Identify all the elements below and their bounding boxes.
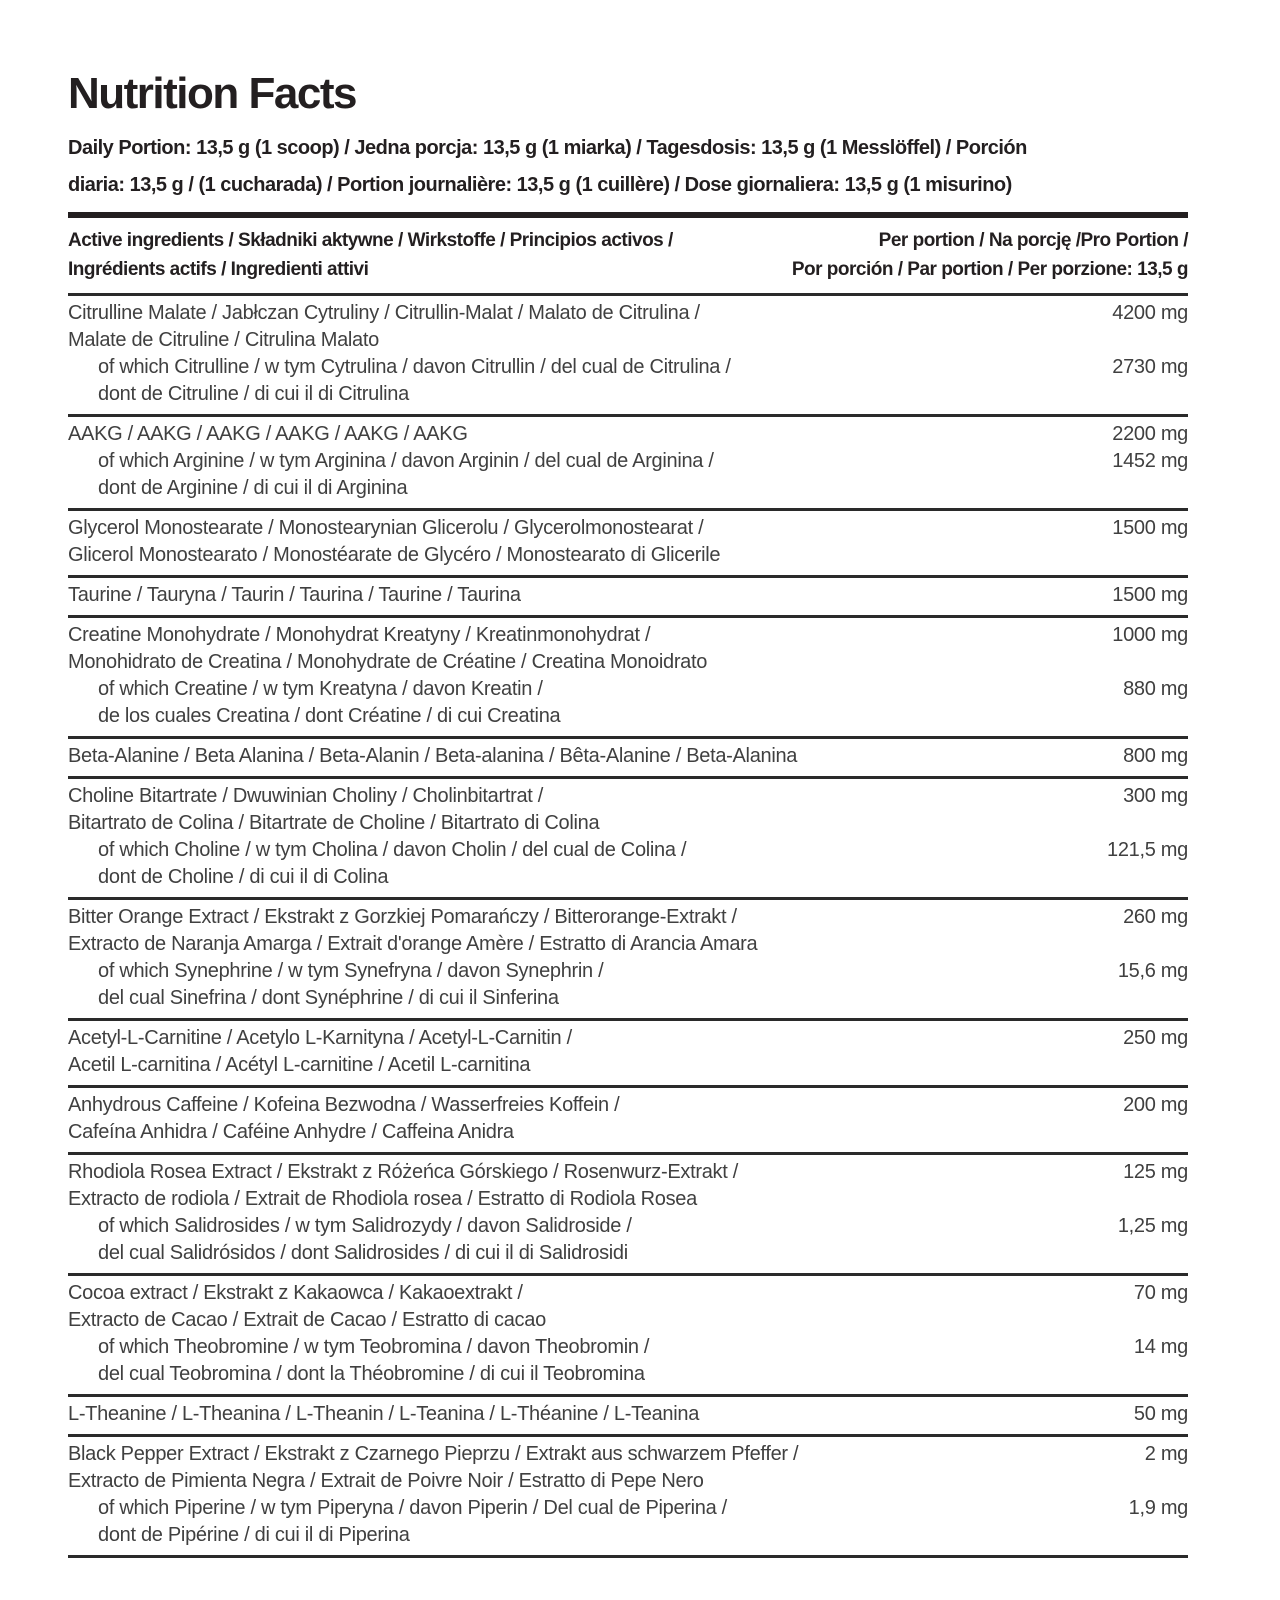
- ingredient-name: [68, 1441, 1068, 1495]
- table-row: [68, 414, 1188, 508]
- ingredient-entry: [68, 582, 1188, 609]
- table-row: [68, 1085, 1188, 1152]
- ingredient-name-line: Acetil L-carnitina / Acétyl L-carnitine / Acetil L-carnitina: [68, 1054, 531, 1076]
- sub-ingredient-amount: 121,5 mg: [1107, 839, 1188, 861]
- ingredient-name-line: Extracto de Cacao / Extrait de Cacao / Estratto di cacao: [68, 1309, 546, 1331]
- sub-ingredient-amount: 1452 mg: [1112, 450, 1188, 472]
- sub-ingredient-amount: 880 mg: [1123, 678, 1188, 700]
- ingredient-amount: 260 mg: [1123, 906, 1188, 928]
- ingredient-name-line: del cual Teobromina / dont la Théobromine / di cui il Teobromina: [98, 1363, 645, 1385]
- ingredient-amount: 50 mg: [1133, 1403, 1188, 1425]
- ingredient-name-line: of which Creatine / w tym Kreatyna / davon Kreatin /: [98, 678, 543, 700]
- ingredient-name-line: of which Choline / w tym Cholina / davon Cholin / del cual de Colina /: [98, 839, 687, 861]
- table-header-per-portion: [792, 226, 1188, 284]
- sub-ingredient-entry: [68, 958, 1188, 1012]
- ingredient-name-line: of which Theobromine / w tym Teobromina / davon Theobromin /: [98, 1336, 650, 1358]
- sub-ingredient-entry: [68, 837, 1188, 891]
- ingredient-name-line: Beta-Alanine / Beta Alanina / Beta-Alanin / Beta-alanina / Bêta-Alanine / Beta-Alanina: [68, 745, 798, 767]
- table-row: [68, 897, 1188, 1018]
- ingredient-entry: [68, 515, 1188, 569]
- table-header: [68, 212, 1188, 296]
- ingredient-amount: 1500 mg: [1112, 584, 1188, 606]
- sub-ingredient-entry: [68, 1334, 1188, 1388]
- table-row: [68, 296, 1188, 414]
- ingredient-name-line: AAKG / AAKG / AAKG / AAKG / AAKG / AAKG: [68, 423, 468, 445]
- ingredient-amount: 800 mg: [1123, 745, 1188, 767]
- sub-ingredient-name: [68, 676, 1068, 730]
- sub-ingredient-entry: [68, 448, 1188, 502]
- ingredient-entry: [68, 743, 1188, 770]
- ingredient-name: [68, 582, 1068, 609]
- ingredient-table: [68, 296, 1188, 1558]
- table-header-per-portion-line-1: Per portion / Na porcję /Pro Portion /: [878, 230, 1188, 251]
- sub-ingredient-name: [68, 1495, 1068, 1549]
- ingredient-amount: 1500 mg: [1112, 517, 1188, 539]
- table-row: [68, 776, 1188, 897]
- ingredient-amount: 2200 mg: [1112, 423, 1188, 445]
- ingredient-name-line: Anhydrous Caffeine / Kofeina Bezwodna / Wasserfreies Koffein /: [68, 1094, 620, 1116]
- ingredient-name: [68, 783, 1068, 837]
- ingredient-name-line: Extracto de rodiola / Extrait de Rhodiola rosea / Estratto di Rodiola Rosea: [68, 1188, 697, 1210]
- sub-ingredient-amount: 14 mg: [1133, 1336, 1188, 1358]
- ingredient-amount: 70 mg: [1133, 1282, 1188, 1304]
- ingredient-amount: 1000 mg: [1112, 624, 1188, 646]
- ingredient-name: [68, 1280, 1068, 1334]
- ingredient-entry: [68, 1092, 1188, 1146]
- ingredient-amount: 125 mg: [1123, 1161, 1188, 1183]
- ingredient-name-line: Black Pepper Extract / Ekstrakt z Czarnego Pieprzu / Extrakt aus schwarzem Pfeffer /: [68, 1443, 799, 1465]
- ingredient-name-line: of which Salidrosides / w tym Salidrozydy / davon Salidroside /: [98, 1215, 632, 1237]
- ingredient-amount: 4200 mg: [1112, 302, 1188, 324]
- sub-ingredient-name: [68, 1334, 1068, 1388]
- sub-ingredient-entry: [68, 1213, 1188, 1267]
- sub-ingredient-name: [68, 837, 1068, 891]
- sub-ingredient-entry: [68, 676, 1188, 730]
- ingredient-name-line: of which Synephrine / w tym Synefryna / davon Synephrin /: [98, 960, 604, 982]
- ingredient-name: [68, 622, 1068, 676]
- ingredient-name: [68, 300, 1068, 354]
- ingredient-name-line: Choline Bitartrate / Dwuwinian Choliny / Cholinbitartrat /: [68, 785, 544, 807]
- ingredient-name: [68, 743, 1068, 770]
- ingredient-name-line: of which Citrulline / w tym Cytrulina / davon Citrullin / del cual de Citrulina /: [98, 356, 731, 378]
- ingredient-name: [68, 1092, 1068, 1146]
- ingredient-entry: [68, 1401, 1188, 1428]
- ingredient-entry: [68, 783, 1188, 837]
- page-title: Nutrition Facts: [68, 69, 356, 118]
- table-row: [68, 736, 1188, 776]
- ingredient-name-line: Citrulline Malate / Jabłczan Cytruliny / Citrullin-Malat / Malato de Citrulina /: [68, 302, 700, 324]
- ingredient-name-line: Extracto de Pimienta Negra / Extrait de Poivre Noir / Estratto di Pepe Nero: [68, 1470, 704, 1492]
- ingredient-entry: [68, 622, 1188, 676]
- sub-ingredient-entry: [68, 354, 1188, 408]
- ingredient-name-line: Bitter Orange Extract / Ekstrakt z Gorzkiej Pomarańczy / Bitterorange-Extrakt /: [68, 906, 737, 928]
- ingredient-name: [68, 904, 1068, 958]
- table-row: [68, 1152, 1188, 1273]
- table-row: [68, 1434, 1188, 1555]
- daily-portion-line-2: diaria: 13,5 g / (1 cucharada) / Portion journalière: 13,5 g (1 cuillère) / Dose giornaliera: 13,5 g (1 misurino): [68, 174, 1012, 196]
- daily-portion-line-1: Daily Portion: 13,5 g (1 scoop) / Jedna porcja: 13,5 g (1 miarka) / Tagesdosis: 13,5 g (1 Messlöffel) / Porción: [68, 137, 1027, 159]
- table-header-ingredients-line-2: Ingrédients actifs / Ingredienti attivi: [68, 259, 369, 280]
- sub-ingredient-name: [68, 448, 1068, 502]
- ingredient-entry: [68, 1441, 1188, 1495]
- sub-ingredient-amount: 1,9 mg: [1128, 1497, 1188, 1519]
- ingredient-name-line: de los cuales Creatina / dont Créatine / di cui Creatina: [98, 705, 561, 727]
- ingredient-name-line: Monohidrato de Creatina / Monohydrate de Créatine / Creatina Monoidrato: [68, 651, 708, 673]
- ingredient-name-line: Taurine / Tauryna / Taurin / Taurina / Taurine / Taurina: [68, 584, 521, 606]
- table-header-ingredients-line-1: Active ingredients / Składniki aktywne / Wirkstoffe / Principios activos /: [68, 230, 673, 251]
- ingredient-entry: [68, 1025, 1188, 1079]
- ingredient-name-line: Extracto de Naranja Amarga / Extrait d'orange Amère / Estratto di Arancia Amara: [68, 933, 758, 955]
- ingredient-name-line: dont de Pipérine / di cui il di Piperina: [98, 1524, 410, 1546]
- ingredient-name-line: Bitartrato de Colina / Bitartrate de Choline / Bitartrato di Colina: [68, 812, 600, 834]
- ingredient-amount: 2 mg: [1144, 1443, 1188, 1465]
- ingredient-entry: [68, 300, 1188, 354]
- table-row: [68, 1394, 1188, 1434]
- ingredient-name-line: Rhodiola Rosea Extract / Ekstrakt z Różeńca Górskiego / Rosenwurz-Extrakt /: [68, 1161, 738, 1183]
- sub-ingredient-name: [68, 354, 1068, 408]
- ingredient-name: [68, 1159, 1068, 1213]
- table-row: [68, 1273, 1188, 1394]
- table-row: [68, 615, 1188, 736]
- ingredient-name-line: dont de Arginine / di cui il di Arginina: [98, 477, 408, 499]
- sub-ingredient-amount: 2730 mg: [1112, 356, 1188, 378]
- sub-ingredient-name: [68, 958, 1068, 1012]
- ingredient-entry: [68, 1159, 1188, 1213]
- ingredient-name-line: of which Arginine / w tym Arginina / davon Arginin / del cual de Arginina /: [98, 450, 714, 472]
- table-row: [68, 1018, 1188, 1085]
- daily-portion: [68, 130, 1188, 204]
- sub-ingredient-entry: [68, 1495, 1188, 1549]
- ingredient-name-line: Glicerol Monostearato / Monostéarate de Glycéro / Monostearato di Glicerile: [68, 544, 721, 566]
- ingredient-name-line: del cual Sinefrina / dont Synéphrine / di cui il Sinferina: [98, 987, 559, 1009]
- ingredient-amount: 300 mg: [1123, 785, 1188, 807]
- sub-ingredient-amount: 15,6 mg: [1117, 960, 1188, 982]
- ingredient-entry: [68, 421, 1188, 448]
- ingredient-name-line: Cocoa extract / Ekstrakt z Kakaowca / Kakaoextrakt /: [68, 1282, 523, 1304]
- table-header-per-portion-line-2: Por porción / Par portion / Per porzione: 13,5 g: [791, 259, 1188, 280]
- ingredient-name-line: Cafeína Anhidra / Caféine Anhydre / Caffeina Anidra: [68, 1121, 514, 1143]
- ingredient-name-line: Creatine Monohydrate / Monohydrat Kreatyny / Kreatinmonohydrat /: [68, 624, 651, 646]
- ingredient-name-line: Glycerol Monostearate / Monostearynian Glicerolu / Glycerolmonostearat /: [68, 517, 704, 539]
- ingredient-name-line: Malate de Citruline / Citrulina Malato: [68, 329, 379, 351]
- ingredient-name-line: del cual Salidrósidos / dont Salidrosides / di cui il di Salidrosidi: [98, 1242, 628, 1264]
- ingredient-name: [68, 515, 1068, 569]
- sub-ingredient-amount: 1,25 mg: [1117, 1215, 1188, 1237]
- ingredient-name: [68, 1401, 1068, 1428]
- ingredient-amount: 200 mg: [1123, 1094, 1188, 1116]
- sub-ingredient-name: [68, 1213, 1068, 1267]
- ingredient-entry: [68, 1280, 1188, 1334]
- table-row: [68, 508, 1188, 575]
- table-row: [68, 575, 1188, 615]
- ingredient-name-line: Acetyl-L-Carnitine / Acetylo L-Karnityna / Acetyl-L-Carnitin /: [68, 1027, 572, 1049]
- ingredient-name-line: of which Piperine / w tym Piperyna / davon Piperin / Del cual de Piperina /: [98, 1497, 727, 1519]
- ingredient-name-line: dont de Choline / di cui il di Colina: [98, 866, 389, 888]
- ingredient-amount: 250 mg: [1123, 1027, 1188, 1049]
- ingredient-name-line: dont de Citruline / di cui il di Citrulina: [98, 383, 409, 405]
- ingredient-entry: [68, 904, 1188, 958]
- ingredient-name: [68, 1025, 1068, 1079]
- table-header-ingredients: [68, 226, 673, 284]
- ingredient-name: [68, 421, 1068, 448]
- ingredient-name-line: L-Theanine / L-Theanina / L-Theanin / L-Teanina / L-Théanine / L-Teanina: [68, 1403, 700, 1425]
